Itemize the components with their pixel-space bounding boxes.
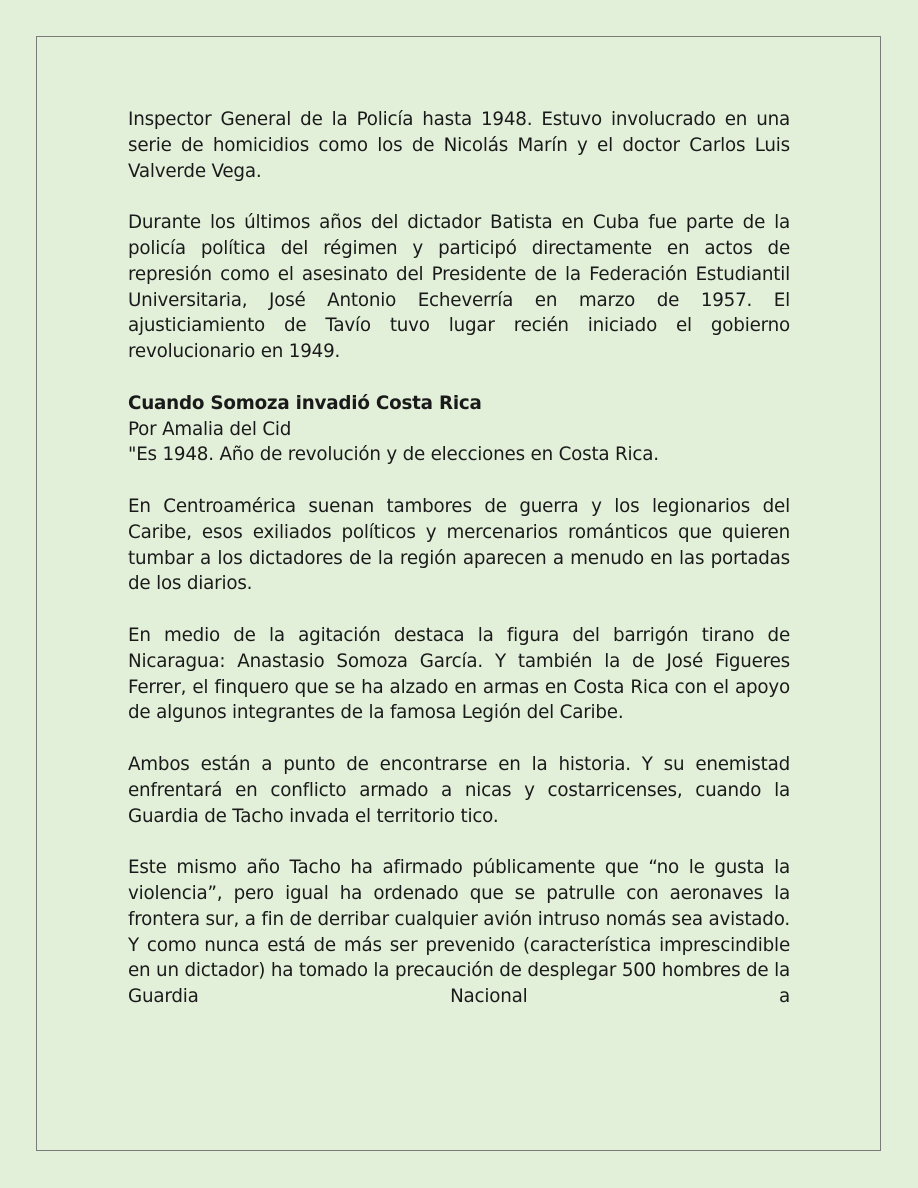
section-title: Cuando Somoza invadió Costa Rica: [128, 392, 482, 414]
paragraph-agitacion: En medio de la agitación destaca la figura del barrigón tirano de Nicaragua: Anastasio Somoza García. Y también la de José Figueres Ferrer, el finquero que se ha alzado en armas en Costa Rica con el apoyo de algunos integrantes de la famosa Legión del Caribe.: [128, 624, 790, 724]
opening-line: "Es 1948. Año de revolución y de elecciones en Costa Rica.: [128, 444, 659, 466]
paragraph-batista: Durante los últimos años del dictador Batista en Cuba fue parte de la policía política del régimen y participó directamente en actos de represión como el asesinato del Presidente de la Federación Estudiantil Universitaria, José Antonio Echeverría en marzo de 1957. El ajusticiamiento de Tavío tuvo lugar recién iniciado el gobierno revolucionario en 1949.: [128, 212, 790, 363]
paragraph-centroamerica: En Centroamérica suenan tambores de guerra y los legionarios del Caribe, esos exiliados políticos y mercenarios románticos que quieren tumbar a los dictadores de la región aparecen a menudo en las portadas de los diarios.: [128, 495, 790, 595]
paragraph-inspector: Inspector General de la Policía hasta 1948. Estuvo involucrado en una serie de homicidios como los de Nicolás Marín y el doctor Carlos Luis Valverde Vega.: [128, 109, 790, 182]
document-body: [128, 107, 790, 1036]
paragraph-tacho: Este mismo año Tacho ha afirmado públicamente que “no le gusta la violencia”, pero igual ha ordenado que se patrulle con aeronaves la frontera sur, a fin de derribar cualquier avión intruso nomás sea avistado. Y como nunca está de más ser prevenido (característica imprescindible en un dictador) ha tomado la precaución de desplegar 500 hombres de la Guardia Nacional a: [128, 857, 790, 1008]
byline: Por Amalia del Cid: [128, 418, 292, 440]
paragraph-ambos: Ambos están a punto de encontrarse en la historia. Y su enemistad enfrentará en conflicto armado a nicas y costarricenses, cuando la Guardia de Tacho invada el territorio tico.: [128, 753, 790, 827]
section-header: [128, 391, 790, 468]
